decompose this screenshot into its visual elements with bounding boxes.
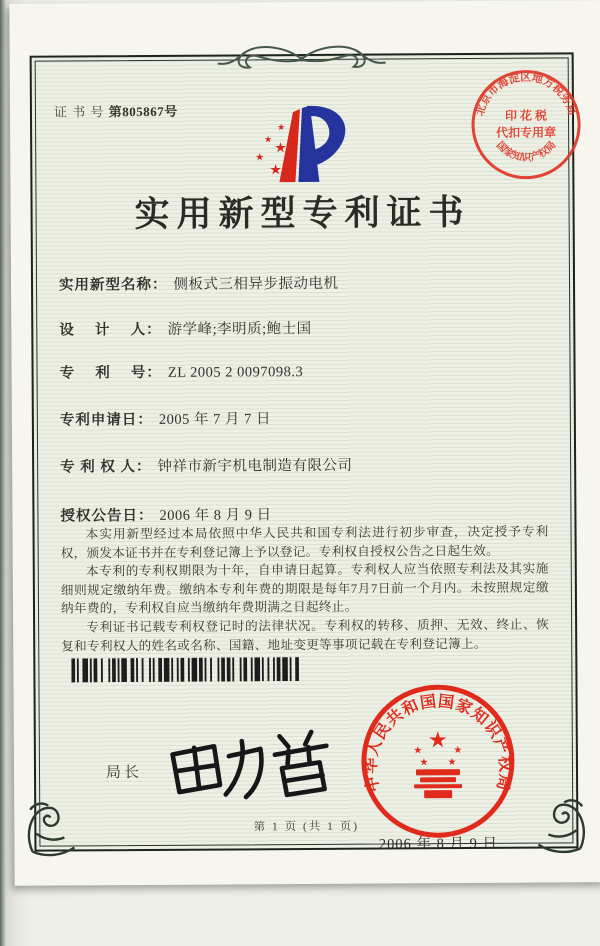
tax-stamp-center-line2: 代扣专用章	[496, 125, 557, 140]
field-value: 2006 年 8 月 9 日	[159, 507, 272, 524]
tax-stamp-seal	[468, 66, 585, 183]
body-paragraph: 专利证书记载专利权登记时的法律状况。专利权的转移、质押、无效、终止、恢复和专利权人的姓名或名称、国籍、地址变更等事项记载在专利登记簿上。	[61, 617, 550, 654]
field-application-date	[60, 407, 271, 429]
field-utility-model-name	[59, 272, 339, 295]
seal-ring-text: 中华人民共和国国家知识产权局	[362, 693, 514, 794]
field-patentee	[60, 454, 352, 477]
certificate-paper	[9, 0, 600, 886]
body-paragraph: 本专利的专利权期限为十年，自申请日起算。专利权人应当依照专利法及其实施细则规定缴纳年费。缴纳本专利年费的期限是每年7月7日前一个月内。未按照规定缴纳年费的，专利权自应当缴纳年费期满之日起终止。	[60, 561, 549, 616]
logo-star-icon: ★	[274, 141, 287, 157]
legal-body-text	[60, 523, 549, 656]
tax-stamp-top-text: 北京市海淀区地方税务局	[473, 71, 579, 118]
field-value: 侧板式三相异步振动电机	[173, 275, 339, 293]
certificate-fields	[58, 271, 549, 525]
field-label: 专 利 权 人：	[60, 458, 152, 476]
svg-text:★: ★	[427, 727, 448, 753]
svg-text:★: ★	[413, 745, 423, 757]
certificate-number-label: 证 书 号	[53, 104, 105, 120]
certificate-title: 实用新型专利证书	[134, 193, 471, 235]
barcode	[71, 657, 371, 683]
logo-star-icon: ★	[269, 163, 282, 179]
field-grant-publication-date	[60, 503, 271, 525]
certificate-border	[30, 52, 579, 851]
field-label: 实用新型名称：	[58, 276, 168, 294]
field-value: 2005 年 7 月 7 日	[158, 411, 272, 428]
field-label: 专利申请日：	[59, 411, 153, 429]
logo-star-icon: ★	[264, 134, 273, 145]
svg-text:★: ★	[419, 757, 429, 769]
national-emblem	[413, 727, 462, 798]
field-label: 专 利 号：	[59, 364, 162, 382]
certificate-number	[54, 101, 178, 121]
patent-office-logo	[231, 92, 372, 189]
body-paragraph: 本实用新型经过本局依照中华人民共和国专利法进行初步审查，决定授予专利权，颁发本证书并在专利登记簿上予以登记。专利权自授权公告之日起生效。	[60, 524, 549, 561]
top-flourish-ornament	[192, 38, 412, 73]
tax-stamp-bottom-text: 国家知识产权局	[493, 139, 559, 164]
field-value: ZL 2005 2 0097098.3	[167, 364, 304, 381]
field-value: 钟祥市新宇机电制造有限公司	[157, 457, 353, 475]
svg-text:★: ★	[447, 757, 457, 769]
director-signature-handwriting	[164, 728, 345, 813]
grant-date-under-seal: 2006 年 8 月 9 日	[378, 835, 499, 853]
director-title-label: 局长	[105, 765, 143, 782]
tax-stamp-center-line1: 印 花 税	[504, 108, 548, 123]
certificate-number-value: 第805867号	[108, 103, 178, 120]
logo-star-icon: ★	[277, 122, 286, 133]
field-label: 授权公告日：	[60, 507, 154, 525]
field-designers	[59, 317, 311, 340]
svg-text:国家知识产权局	[494, 138, 559, 164]
field-label: 设 计 人：	[59, 321, 162, 339]
page-number-footer: 第 1 页 (共 1 页)	[253, 820, 360, 834]
logo-star-icon: ★	[255, 152, 265, 164]
svg-text:★: ★	[453, 745, 463, 757]
field-value: 游学峰;李明质;鲍士国	[167, 320, 312, 338]
field-patent-number	[59, 360, 303, 382]
signature-block	[106, 728, 347, 819]
